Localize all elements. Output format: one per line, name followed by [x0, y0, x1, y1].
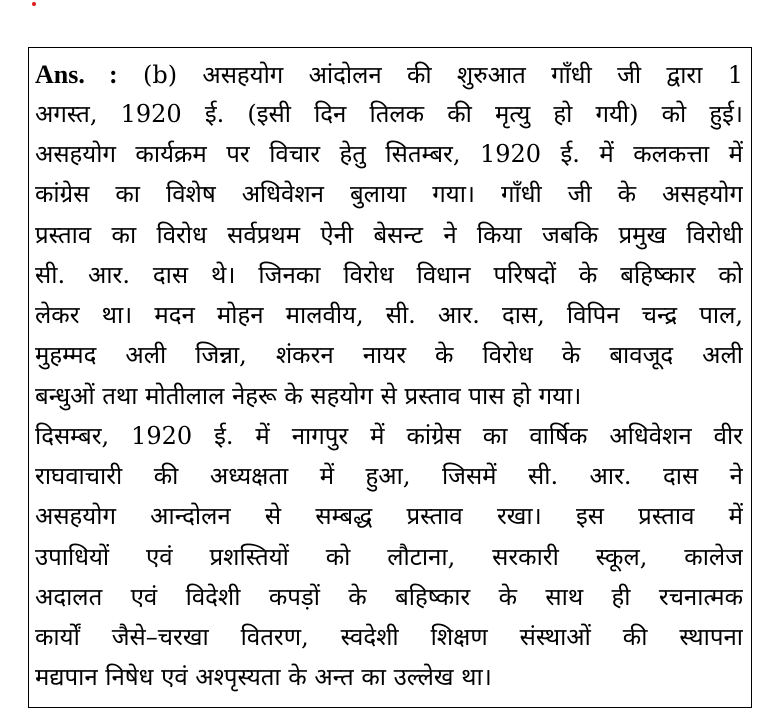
answer-line: उपाधियों एवं प्रशस्तियों को लौटाना, सरकारी स्कूल, कालेज [35, 543, 743, 571]
answer-line: कांग्रेस का विशेष अधिवेशन बुलाया गया। गाँधी जी के असहयोग [35, 180, 743, 208]
answer-line: बन्धुओं तथा मोतीलाल नेहरू के सहयोग से प्रस्ताव पास हो गया। [35, 382, 582, 410]
answer-line: मुहम्मद अली जिन्ना, शंकरन नायर के विरोध के बावजूद अली [35, 341, 743, 369]
answer-line: अदालत एवं विदेशी कपड़ों के बहिष्कार के साथ ही रचनात्मक [35, 583, 743, 611]
answer-line: कार्यों जैसे–चरखा वितरण, स्वदेशी शिक्षण संस्थाओं की स्थापना [35, 623, 743, 651]
answer-line: लेकर था। मदन मोहन मालवीय, सी. आर. दास, विपिन चन्द्र पाल, [35, 301, 743, 329]
answer-line: असहयोग कार्यक्रम पर विचार हेतु सितम्बर, 1920 ई. में कलकत्ता में [35, 140, 743, 168]
answer-line [35, 54, 743, 95]
answer-line: प्रस्ताव का विरोध सर्वप्रथम ऐनी बेसन्ट ने किया जबकि प्रमुख विरोधी [35, 221, 743, 249]
answer-box [28, 47, 752, 708]
answer-line: मद्यपान निषेध एवं अश्पृस्यता के अन्त का उल्लेख था। [35, 663, 492, 691]
answer-line: दिसम्बर, 1920 ई. में नागपुर में कांग्रेस का वार्षिक अधिवेशन वीर [35, 422, 743, 450]
answer-prefix: Ans. : [35, 60, 118, 89]
red-dot-mark [32, 2, 36, 6]
answer-line: राघवाचारी की अध्यक्षता में हुआ, जिसमें सी. आर. दास ने [35, 462, 743, 490]
answer-line: सी. आर. दास थे। जिनका विरोध विधान परिषदों के बहिष्कार को [35, 261, 743, 289]
answer-line: अगस्त, 1920 ई. (इसी दिन तिलक की मृत्यु हो गयी) को हुई। [35, 100, 743, 128]
answer-line-text: (b) असहयोग आंदोलन की शुरुआत गाँधी जी द्वारा 1 [142, 61, 743, 89]
answer-line: असहयोग आन्दोलन से सम्बद्ध प्रस्ताव रखा। इस प्रस्ताव में [35, 502, 743, 530]
